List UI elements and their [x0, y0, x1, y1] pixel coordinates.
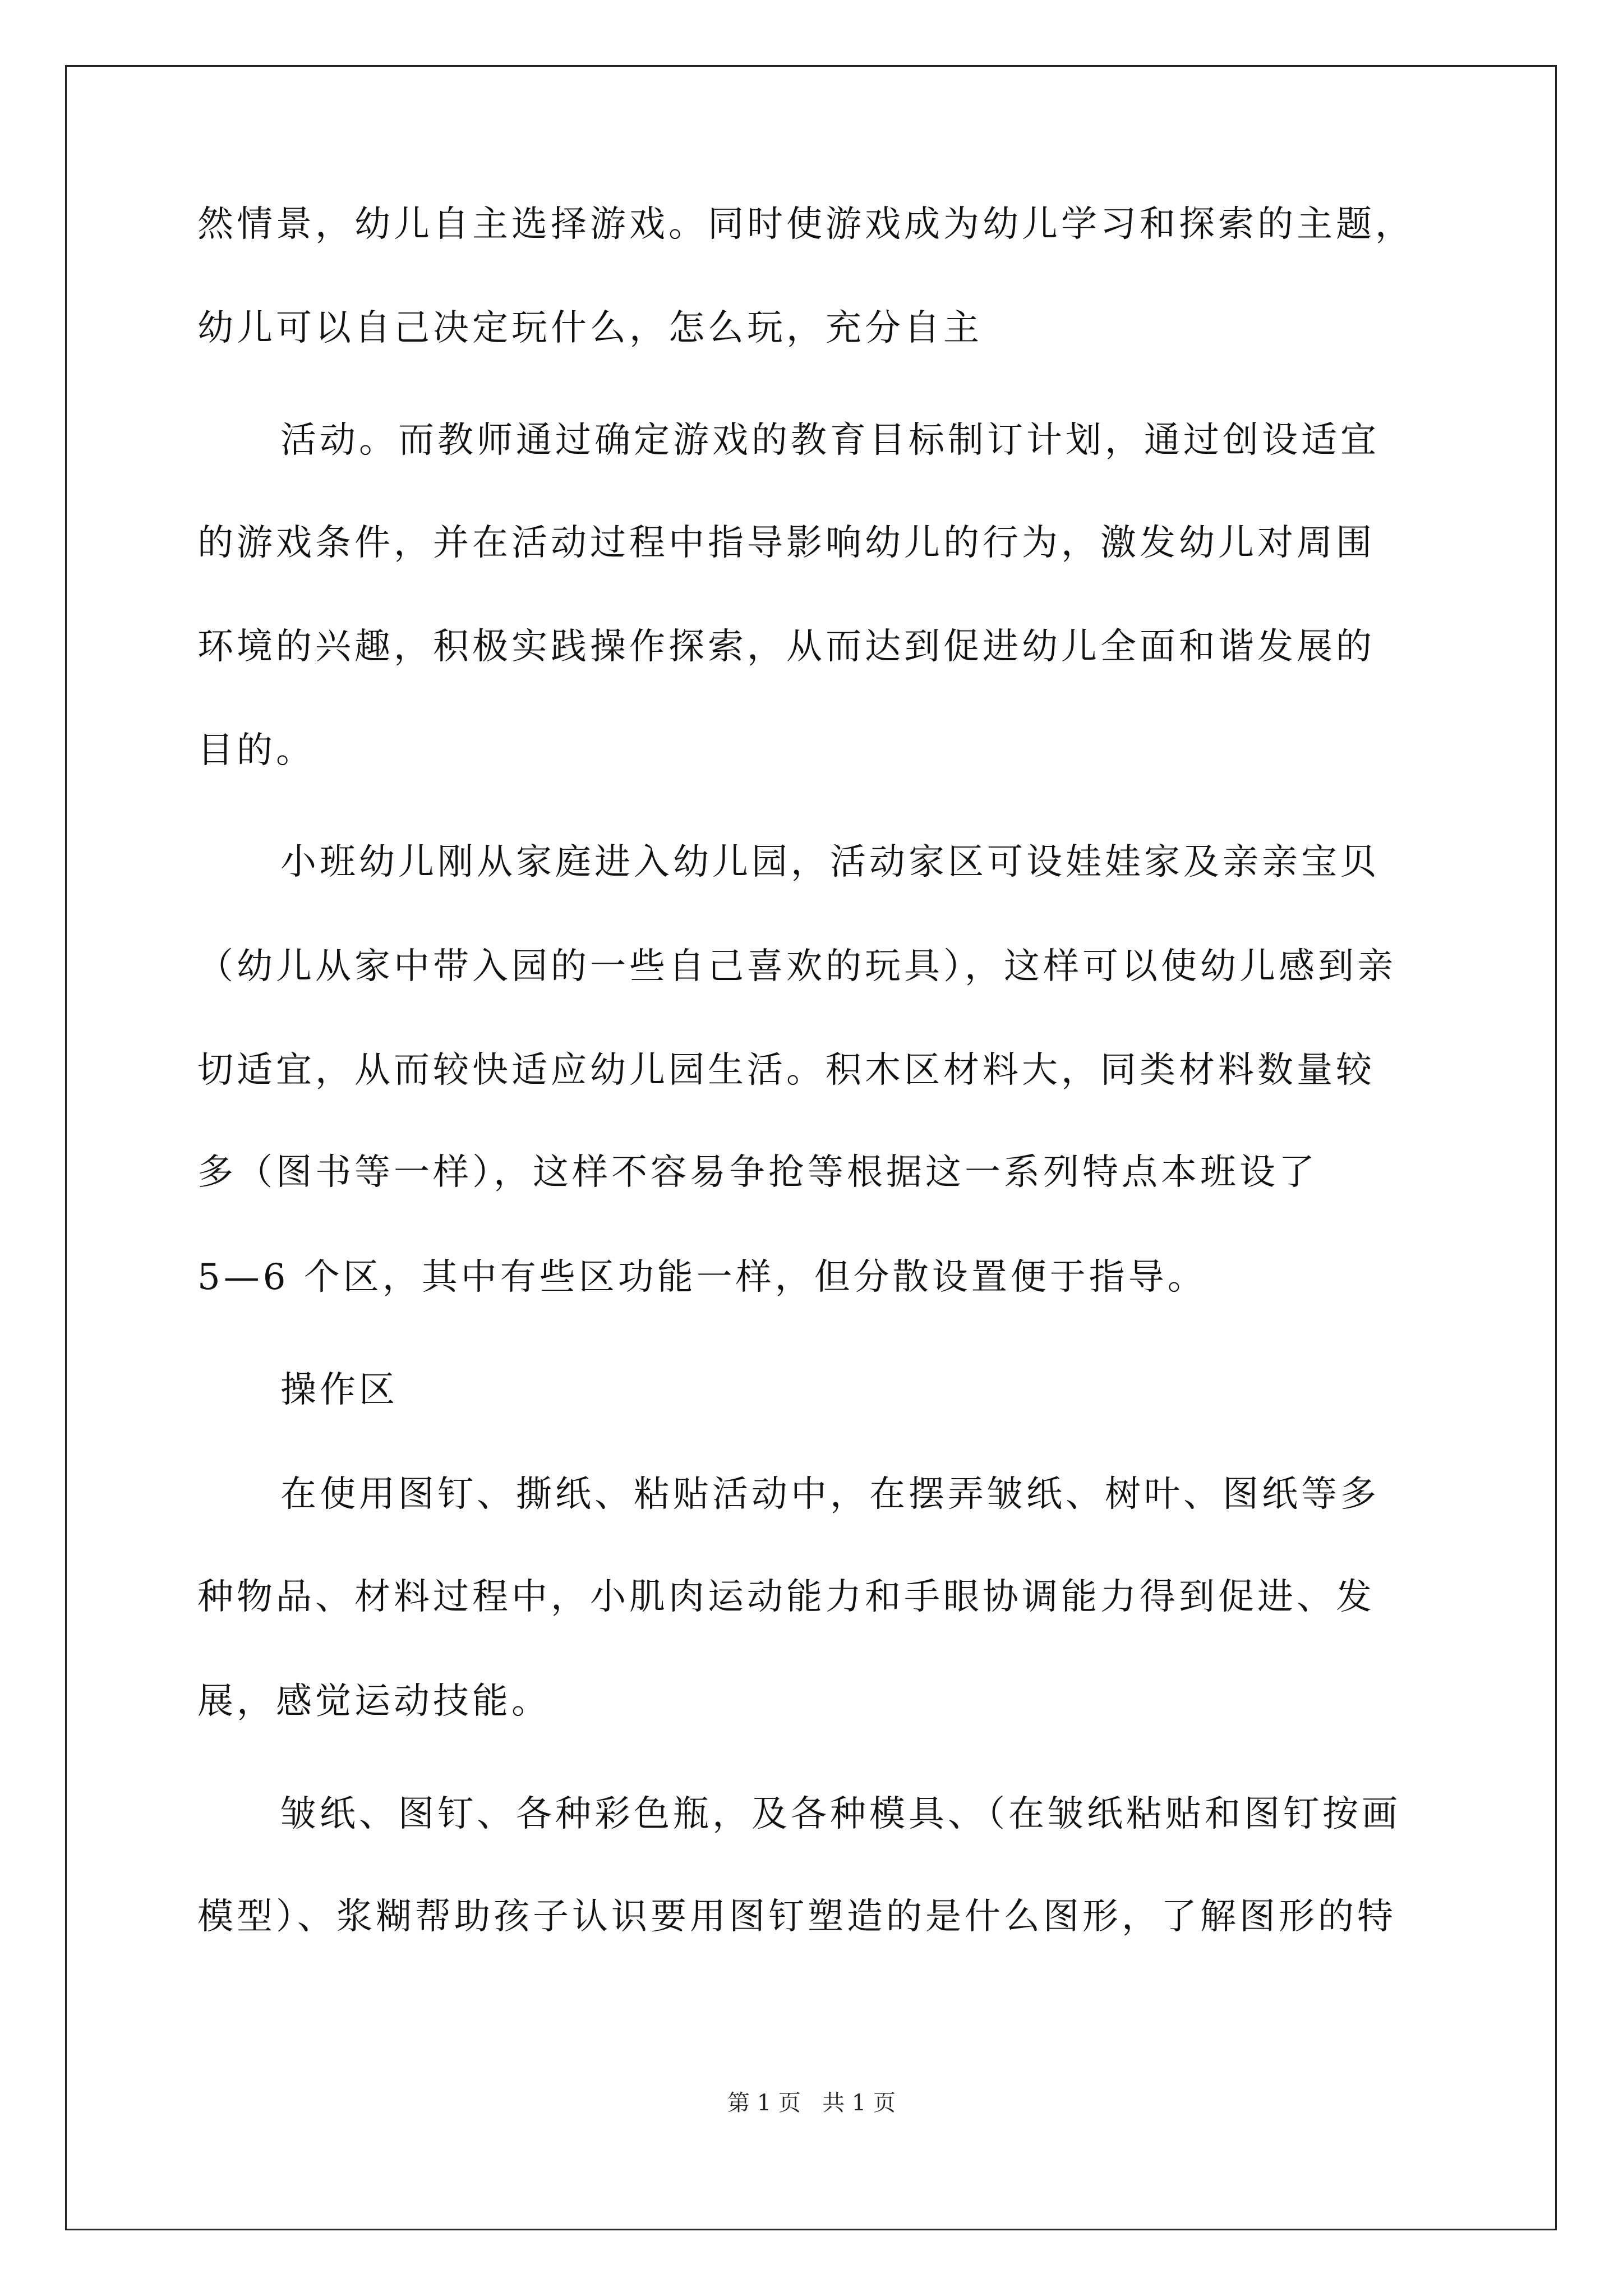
text-line: 模型）、浆糊帮助孩子认识要用图钉塑造的是什么图形，了解图形的特 — [197, 1896, 1396, 1938]
text-line: 然情景，幼儿自主选择游戏。同时使游戏成为幼儿学习和探索的主题， — [197, 204, 1414, 245]
text-line: 目的。 — [197, 730, 315, 771]
text-line: 环境的兴趣，积极实践操作探索，从而达到促进幼儿全面和谐发展的 — [197, 626, 1375, 668]
text-line: 5—6 个区，其中有些区功能一样，但分散设置便于指导。 — [197, 1257, 1207, 1298]
text-line: 幼儿可以自己决定玩什么，怎么玩，充分自主 — [197, 307, 983, 349]
page-footer: 第 1 页 共 1 页 — [727, 2090, 896, 2116]
text-line: 多（图书等一样），这样不容易争抢等根据这一系列特点本班设了 — [197, 1152, 1318, 1193]
text-line: （幼儿从家中带入园的一些自己喜欢的玩具），这样可以使幼儿感到亲 — [197, 946, 1396, 987]
text-line: 小班幼儿刚从家庭进入幼儿园，活动家区可设娃娃家及亲亲宝贝 — [280, 841, 1380, 883]
text-line: 展，感觉运动技能。 — [197, 1681, 551, 1722]
text-line: 种物品、材料过程中，小肌肉运动能力和手眼协调能力得到促进、发 — [197, 1576, 1375, 1618]
text-line: 活动。而教师通过确定游戏的教育目标制订计划，通过创设适宜 — [280, 420, 1380, 461]
text-line: 在使用图钉、撕纸、粘贴活动中，在摆弄皱纸、树叶、图纸等多 — [280, 1474, 1380, 1515]
text-line: 皱纸、图钉、各种彩色瓶，及各种模具、（在皱纸粘贴和图钉按画 — [280, 1793, 1401, 1835]
text-line: 的游戏条件，并在活动过程中指导影响幼儿的行为，激发幼儿对周围 — [197, 522, 1375, 564]
text-line: 切适宜，从而较快适应幼儿园生活。积木区材料大，同类材料数量较 — [197, 1050, 1375, 1091]
section-heading: 操作区 — [280, 1369, 398, 1411]
